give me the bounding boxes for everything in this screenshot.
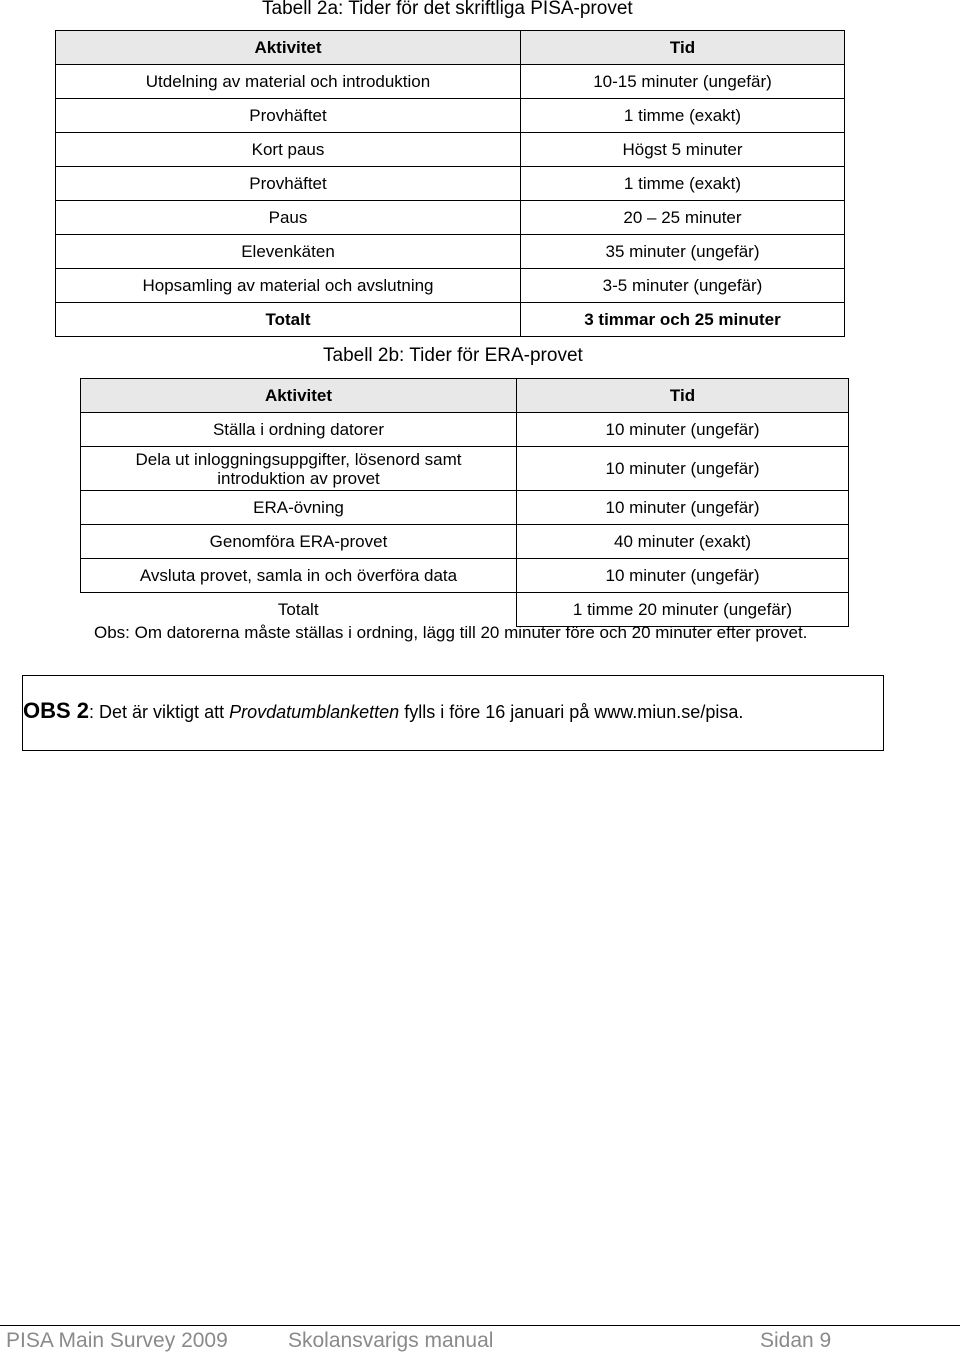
total-label: Totalt — [56, 303, 521, 337]
activity-cell: Utdelning av material och introduktion — [56, 65, 521, 99]
activity-cell: Ställa i ordning datorer — [81, 413, 517, 447]
column-header-aktivitet: Aktivitet — [81, 379, 517, 413]
time-cell: 1 timme (exakt) — [521, 99, 845, 133]
column-header-aktivitet: Aktivitet — [56, 31, 521, 65]
table-row — [81, 525, 849, 559]
activity-cell: Dela ut inloggningsuppgifter, lösenord samt introduktion av provet — [81, 447, 517, 491]
footer-divider — [0, 1325, 960, 1326]
obs2-after: fylls i före 16 januari på www.miun.se/pisa. — [399, 702, 744, 722]
time-cell: 10-15 minuter (ungefär) — [521, 65, 845, 99]
activity-cell: ERA-övning — [81, 491, 517, 525]
table-row — [56, 99, 845, 133]
time-cell: 40 minuter (exakt) — [517, 525, 849, 559]
activity-cell: Paus — [56, 201, 521, 235]
activity-cell: Provhäftet — [56, 99, 521, 133]
time-cell: 10 minuter (ungefär) — [517, 491, 849, 525]
total-row — [56, 303, 845, 337]
activity-cell: Elevenkäten — [56, 235, 521, 269]
time-cell: Högst 5 minuter — [521, 133, 845, 167]
activity-cell: Avsluta provet, samla in och överföra data — [81, 559, 517, 593]
total-value: 3 timmar och 25 minuter — [521, 303, 845, 337]
time-cell: 3-5 minuter (ungefär) — [521, 269, 845, 303]
obs2-emphasis: Provdatumblanketten — [229, 702, 400, 722]
table-row — [56, 201, 845, 235]
table-row — [56, 269, 845, 303]
table-row — [56, 65, 845, 99]
footer-page-number: Sidan 9 — [760, 1329, 832, 1352]
table-row — [56, 167, 845, 201]
activity-cell: Hopsamling av material och avslutning — [56, 269, 521, 303]
column-header-tid: Tid — [521, 31, 845, 65]
total-value: 1 timme 20 minuter (ungefär) — [517, 593, 849, 627]
table-header-row — [56, 31, 845, 65]
table-row — [81, 491, 849, 525]
obs2-before: : Det är viktigt att — [89, 702, 230, 722]
time-cell: 10 minuter (ungefär) — [517, 447, 849, 491]
table-2b-caption: Tabell 2b: Tider för ERA-provet — [323, 345, 583, 366]
obs2-text — [23, 698, 743, 724]
obs2-label: OBS 2 — [23, 698, 90, 723]
activity-cell: Provhäftet — [56, 167, 521, 201]
table-row — [81, 559, 849, 593]
table-header-row — [81, 379, 849, 413]
activity-cell: Kort paus — [56, 133, 521, 167]
time-cell: 20 – 25 minuter — [521, 201, 845, 235]
table-row — [56, 235, 845, 269]
total-label: Totalt — [81, 593, 517, 627]
footer-center: Skolansvarigs manual — [288, 1329, 494, 1352]
time-cell: 10 minuter (ungefär) — [517, 413, 849, 447]
table-2b — [80, 378, 849, 627]
activity-cell: Genomföra ERA-provet — [81, 525, 517, 559]
footer-left: PISA Main Survey 2009 — [6, 1329, 228, 1352]
table-row — [81, 413, 849, 447]
table-2a-caption: Tabell 2a: Tider för det skriftliga PISA-provet — [262, 0, 633, 19]
time-cell: 35 minuter (ungefär) — [521, 235, 845, 269]
time-cell: 10 minuter (ungefär) — [517, 559, 849, 593]
table-row — [81, 447, 849, 491]
time-cell: 1 timme (exakt) — [521, 167, 845, 201]
note-text: Obs: Om datorerna måste ställas i ordning, lägg till 20 minuter före och 20 minuter efter provet. — [94, 623, 808, 642]
column-header-tid: Tid — [517, 379, 849, 413]
table-row — [56, 133, 845, 167]
table-2a — [55, 30, 845, 337]
obs2-box — [22, 675, 884, 751]
